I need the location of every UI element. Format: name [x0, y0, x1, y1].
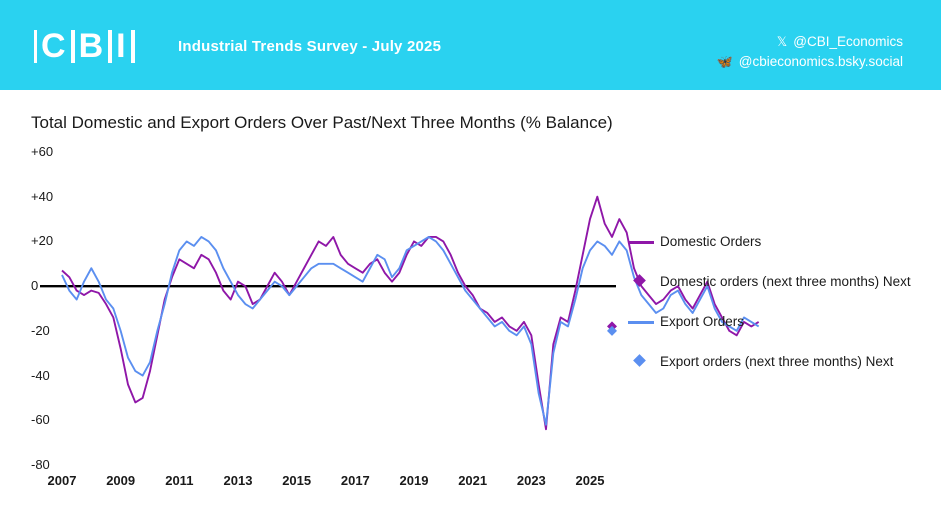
- y-tick-label: +60: [31, 144, 54, 159]
- x-tick-label: 2021: [458, 473, 488, 488]
- legend-diamond-swatch: [633, 274, 646, 287]
- social-handles: [717, 32, 903, 72]
- logo-bar-right: [131, 30, 135, 63]
- x-tick-label: 2009: [106, 473, 136, 488]
- logo-letter-i: I: [116, 26, 127, 65]
- y-tick-label: -20: [31, 322, 50, 338]
- legend-item[interactable]: [628, 352, 928, 392]
- logo-bar-left: [34, 30, 37, 63]
- bluesky-butterfly-icon: 🦋: [716, 54, 733, 69]
- legend-label: Export Orders: [660, 314, 745, 329]
- logo-letter-c: C: [41, 26, 67, 65]
- y-tick-label: -80: [31, 457, 50, 472]
- legend-label: Domestic Orders: [660, 234, 762, 249]
- legend-label: Domestic orders (next three months) Next: [660, 274, 911, 289]
- logo-bar-1: [71, 30, 75, 63]
- x-tick-label: 2007: [47, 473, 77, 488]
- y-tick-label: +20: [31, 233, 54, 249]
- legend-diamond-swatch: [633, 354, 646, 367]
- page-header: [0, 0, 941, 90]
- x-tick-label: 2015: [282, 473, 312, 488]
- x-tick-label: 2013: [223, 473, 253, 488]
- legend-item[interactable]: [628, 312, 928, 352]
- x-tick-label: 2011: [165, 473, 194, 488]
- logo-bar-2: [108, 30, 112, 63]
- x-twitter-icon: 𝕏: [776, 34, 788, 49]
- legend-item[interactable]: [628, 272, 928, 312]
- x-tick-label: 2023: [516, 473, 546, 488]
- x-handle: @CBI_Economics: [793, 34, 903, 49]
- x-tick-label: 2017: [340, 473, 370, 488]
- chart-title: Total Domestic and Export Orders Over Past/Next Three Months (% Balance): [31, 113, 613, 132]
- y-tick-label: -60: [31, 412, 50, 428]
- legend-label: Export orders (next three months) Next: [660, 354, 894, 369]
- legend-item[interactable]: [628, 232, 928, 272]
- x-tick-label: 2025: [575, 473, 605, 488]
- cbi-logo: [30, 26, 139, 66]
- forecast-markers-group: [607, 321, 617, 335]
- x-tick-label: 2019: [399, 473, 429, 488]
- legend-line-swatch: [628, 241, 654, 244]
- y-tick-label: +40: [31, 188, 54, 204]
- legend-line-swatch: [628, 321, 654, 324]
- social-row-bluesky[interactable]: [717, 52, 903, 72]
- bluesky-handle: @cbieconomics.bsky.social: [738, 54, 903, 69]
- social-row-x[interactable]: [717, 32, 903, 52]
- page-title: Industrial Trends Survey - July 2025: [178, 38, 442, 55]
- chart-legend: [628, 232, 928, 392]
- logo-letter-b: B: [78, 26, 105, 65]
- y-tick-label: -40: [31, 367, 50, 383]
- y-tick-label: 0: [31, 278, 39, 294]
